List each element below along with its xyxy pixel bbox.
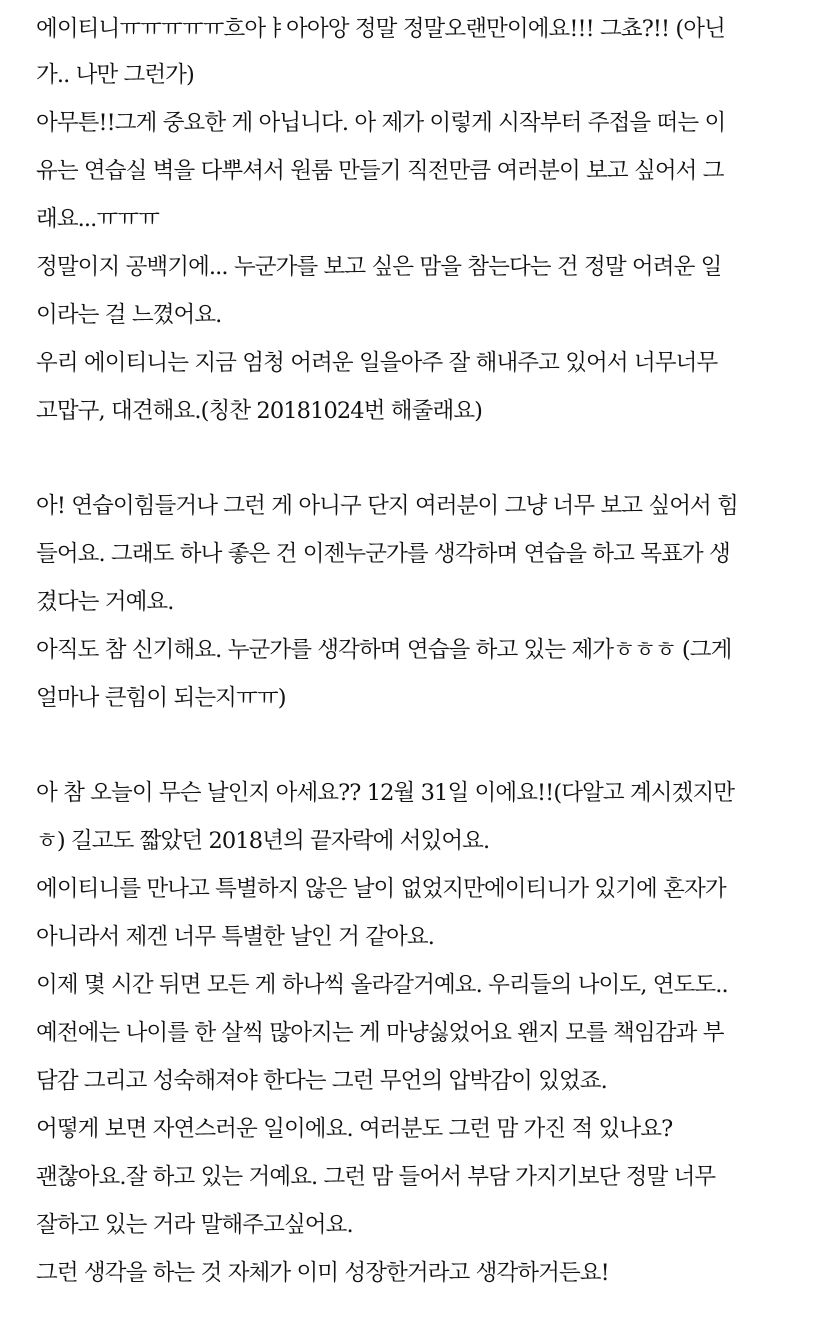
- text-line: 이제 몇 시간 뒤면 모든 게 하나씩 올라갈거예요. 우리들의 나이도, 연도도..: [36, 972, 728, 998]
- text-line: 그런 생각을 하는 것 자체가 이미 성장한거라고 생각하거든요!: [36, 1260, 609, 1286]
- text-line: 우리 에이티니는 지금 엄청 어려운 일을아주 잘 해내주고 있어서 너무너무: [36, 350, 718, 376]
- text-line: 이라는 걸 느꼈어요.: [36, 302, 222, 328]
- text-line: 담감 그리고 성숙해져야 한다는 그런 무언의 압박감이 있었죠.: [36, 1068, 607, 1094]
- text-line: 에이티니를 만나고 특별하지 않은 날이 없었지만에이티니가 있기에 혼자가: [36, 876, 726, 902]
- text-line: 에이티니ㅠㅠㅠㅠㅠ흐아ㅑ아아앙 정말 정말오랜만이에요!!! 그쵸?!! (아닌: [36, 16, 725, 42]
- text-line: 아니라서 제겐 너무 특별한 날인 거 같아요.: [36, 924, 434, 950]
- text-line: 예전에는 나이를 한 살씩 많아지는 게 마냥싫었어요 왠지 모를 책임감과 부: [36, 1020, 724, 1046]
- text-line: 아무튼!!그게 중요한 게 아닙니다. 아 제가 이렇게 시작부터 주접을 떠는 이: [36, 110, 726, 136]
- text-line: 아 참 오늘이 무슨 날인지 아세요?? 12월 31일 이에요!!(다알고 계시겠지만: [36, 780, 735, 806]
- text-line: 잘하고 있는 거라 말해주고싶어요.: [36, 1212, 353, 1238]
- text-line: 어떻게 보면 자연스러운 일이에요. 여러분도 그런 맘 가진 적 있나요?: [36, 1116, 673, 1142]
- text-line: 아직도 참 신기해요. 누군가를 생각하며 연습을 하고 있는 제가ㅎㅎㅎ (그게: [36, 637, 732, 663]
- text-line: 괜찮아요.잘 하고 있는 거예요. 그런 맘 들어서 부담 가지기보단 정말 너무: [36, 1164, 716, 1190]
- text-line: 래요...ㅠㅠㅠ: [36, 206, 159, 232]
- text-line: 얼마나 큰힘이 되는지ㅠㅠ): [36, 685, 286, 711]
- text-line: 고맙구, 대견해요.(칭찬 20181024번 해줄래요): [36, 398, 483, 424]
- text-line: 들어요. 그래도 하나 좋은 건 이젠누군가를 생각하며 연습을 하고 목표가 생: [36, 541, 730, 567]
- text-line: 정말이지 공백기에... 누군가를 보고 싶은 맘을 참는다는 건 정말 어려운 일: [36, 254, 722, 280]
- text-line: 아! 연습이힘들거나 그런 게 아니구 단지 여러분이 그냥 너무 보고 싶어서 힘: [36, 493, 738, 519]
- text-line: ㅎ) 길고도 짧았던 2018년의 끝자락에 서있어요.: [36, 828, 490, 854]
- text-line: 가.. 나만 그런가): [36, 62, 194, 88]
- text-line: 유는 연습실 벽을 다뿌셔서 원룸 만들기 직전만큼 여러분이 보고 싶어서 그: [36, 158, 724, 184]
- text-line: 겼다는 거예요.: [36, 589, 174, 615]
